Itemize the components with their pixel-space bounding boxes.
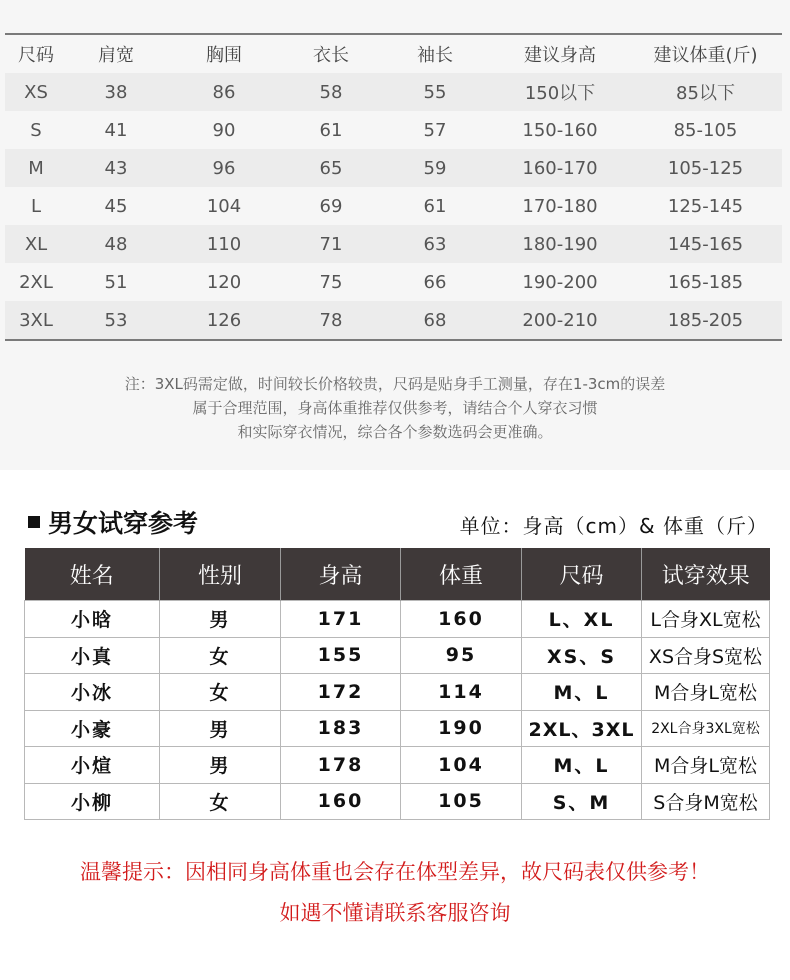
size-chart-header: 建议身高	[524, 45, 596, 66]
trial-cell: M、L	[522, 674, 642, 711]
trial-cell: 190	[401, 710, 522, 747]
size-cell: 38	[67, 73, 165, 111]
unit-label: 单位：身高（cm）& 体重（斤）	[459, 514, 768, 538]
trial-cell: 178	[281, 747, 401, 784]
trial-cell: 女	[160, 637, 281, 674]
size-cell: 145-165	[629, 225, 782, 263]
size-cell: 150以下	[491, 73, 629, 111]
trial-header: 姓名	[25, 548, 160, 601]
size-chart-header: 建议体重(斤)	[653, 45, 758, 66]
trial-cell: 114	[401, 674, 522, 711]
size-chart-header: 肩宽	[98, 45, 134, 66]
trial-row	[25, 747, 770, 784]
size-chart-row	[5, 187, 782, 225]
size-chart-row	[5, 225, 782, 263]
size-chart-header: 衣长	[313, 45, 349, 66]
size-cell: 61	[319, 119, 343, 141]
trial-header: 试穿效果	[642, 548, 770, 601]
trial-cell: 95	[401, 637, 522, 674]
trial-cell: 男	[160, 601, 281, 638]
size-cell: 58	[283, 73, 379, 111]
trial-cell: S合身M宽松	[642, 783, 770, 820]
trial-title-text: 男女试穿参考	[48, 509, 199, 538]
trial-header: 身高	[281, 548, 401, 601]
trial-cell: 小豪	[25, 710, 160, 747]
size-cell: 48	[67, 225, 165, 263]
size-cell: 51	[104, 271, 128, 293]
trial-cell: L合身XL宽松	[642, 601, 770, 638]
trial-cell: 160	[401, 601, 522, 638]
size-cell: 86	[165, 73, 283, 111]
size-cell: 3XL	[5, 301, 67, 340]
size-cell: 78	[283, 301, 379, 340]
size-chart-row	[5, 111, 782, 149]
size-chart-row	[5, 301, 782, 340]
size-cell: 66	[423, 271, 447, 293]
trial-cell: 女	[160, 783, 281, 820]
size-cell: 190-200	[522, 271, 598, 293]
size-cell: 45	[104, 195, 128, 217]
size-chart-header: 袖长	[417, 45, 453, 66]
size-chart-section	[0, 0, 790, 470]
size-cell: XL	[5, 225, 67, 263]
trial-cell: M、L	[522, 747, 642, 784]
size-cell: 104	[206, 195, 242, 217]
trial-cell: 2XL合身3XL宽松	[642, 710, 770, 747]
size-cell: 61	[423, 195, 447, 217]
size-cell: 165-185	[667, 271, 744, 293]
size-cell: XS	[5, 73, 67, 111]
size-note-line: 和实际穿衣情况，综合各个参数选码会更准确。	[237, 423, 553, 441]
size-cell: 105-125	[629, 149, 782, 187]
size-cell: 96	[165, 149, 283, 187]
trial-row	[25, 710, 770, 747]
trial-header: 尺码	[522, 548, 642, 601]
trial-cell: 172	[281, 674, 401, 711]
trial-row	[25, 601, 770, 638]
warm-tip: 温馨提示：因相同身高体重也会存在体型差异，故尺码表仅供参考！	[80, 860, 710, 884]
size-cell: 110	[165, 225, 283, 263]
square-bullet-icon	[28, 516, 40, 528]
size-cell: 71	[283, 225, 379, 263]
trial-cell: 小真	[25, 637, 160, 674]
trial-header: 体重	[401, 548, 522, 601]
size-chart-header-row	[5, 34, 782, 73]
size-cell: S	[30, 119, 42, 141]
size-cell: 57	[423, 119, 447, 141]
size-cell: 185-205	[629, 301, 782, 340]
size-chart-row	[5, 263, 782, 301]
size-cell: M	[5, 149, 67, 187]
size-chart-row	[5, 73, 782, 111]
trial-cell: 小柳	[25, 783, 160, 820]
size-cell: 85-105	[673, 119, 738, 141]
trial-cell: 小煊	[25, 747, 160, 784]
trial-table	[24, 548, 770, 820]
size-chart-table	[5, 33, 782, 341]
trial-row	[25, 637, 770, 674]
size-cell: 85以下	[629, 73, 782, 111]
size-note-line: 注：3XL码需定做，时间较长价格较贵，尺码是贴身手工测量，存在1-3cm的误差	[124, 375, 666, 393]
trial-cell: 160	[281, 783, 401, 820]
trial-header: 性别	[160, 548, 281, 601]
size-cell: 41	[104, 119, 128, 141]
trial-cell: M合身L宽松	[642, 747, 770, 784]
trial-cell: 小晗	[25, 601, 160, 638]
trial-cell: L、XL	[522, 601, 642, 638]
trial-cell: 男	[160, 747, 281, 784]
size-cell: 125-145	[667, 195, 744, 217]
size-chart-row	[5, 149, 782, 187]
size-cell: 200-210	[491, 301, 629, 340]
size-cell: 180-190	[491, 225, 629, 263]
trial-cell: 171	[281, 601, 401, 638]
trial-cell: 105	[401, 783, 522, 820]
trial-cell: 155	[281, 637, 401, 674]
size-cell: 90	[212, 119, 236, 141]
trial-section-title	[28, 504, 198, 540]
trial-row	[25, 674, 770, 711]
size-cell: 120	[206, 271, 242, 293]
size-cell: 150-160	[522, 119, 598, 141]
size-note	[0, 372, 790, 444]
trial-row	[25, 783, 770, 820]
size-chart-header: 尺码	[18, 45, 54, 66]
trial-cell: 女	[160, 674, 281, 711]
trial-cell: 2XL、3XL	[522, 710, 642, 747]
size-cell: 2XL	[19, 271, 53, 293]
size-cell: 53	[67, 301, 165, 340]
trial-cell: XS、S	[522, 637, 642, 674]
size-chart-header: 胸围	[206, 45, 242, 66]
size-cell: 55	[379, 73, 491, 111]
size-cell: 160-170	[491, 149, 629, 187]
trial-cell: 小冰	[25, 674, 160, 711]
trial-cell: 男	[160, 710, 281, 747]
trial-cell: M合身L宽松	[642, 674, 770, 711]
trial-cell: S、M	[522, 783, 642, 820]
size-cell: 69	[319, 195, 343, 217]
size-cell: 43	[67, 149, 165, 187]
size-cell: 65	[283, 149, 379, 187]
trial-cell: 183	[281, 710, 401, 747]
trial-header-row	[25, 548, 770, 601]
size-cell: 126	[165, 301, 283, 340]
trial-cell: 104	[401, 747, 522, 784]
trial-cell: XS合身S宽松	[642, 637, 770, 674]
contact-tip: 如遇不懂请联系客服咨询	[279, 901, 511, 925]
size-note-line: 属于合理范围，身高体重推荐仅供参考，请结合个人穿衣习惯	[192, 399, 598, 417]
size-cell: 68	[379, 301, 491, 340]
size-cell: 63	[379, 225, 491, 263]
size-cell: 170-180	[522, 195, 598, 217]
size-cell: L	[30, 195, 42, 217]
size-cell: 59	[379, 149, 491, 187]
size-cell: 75	[319, 271, 343, 293]
